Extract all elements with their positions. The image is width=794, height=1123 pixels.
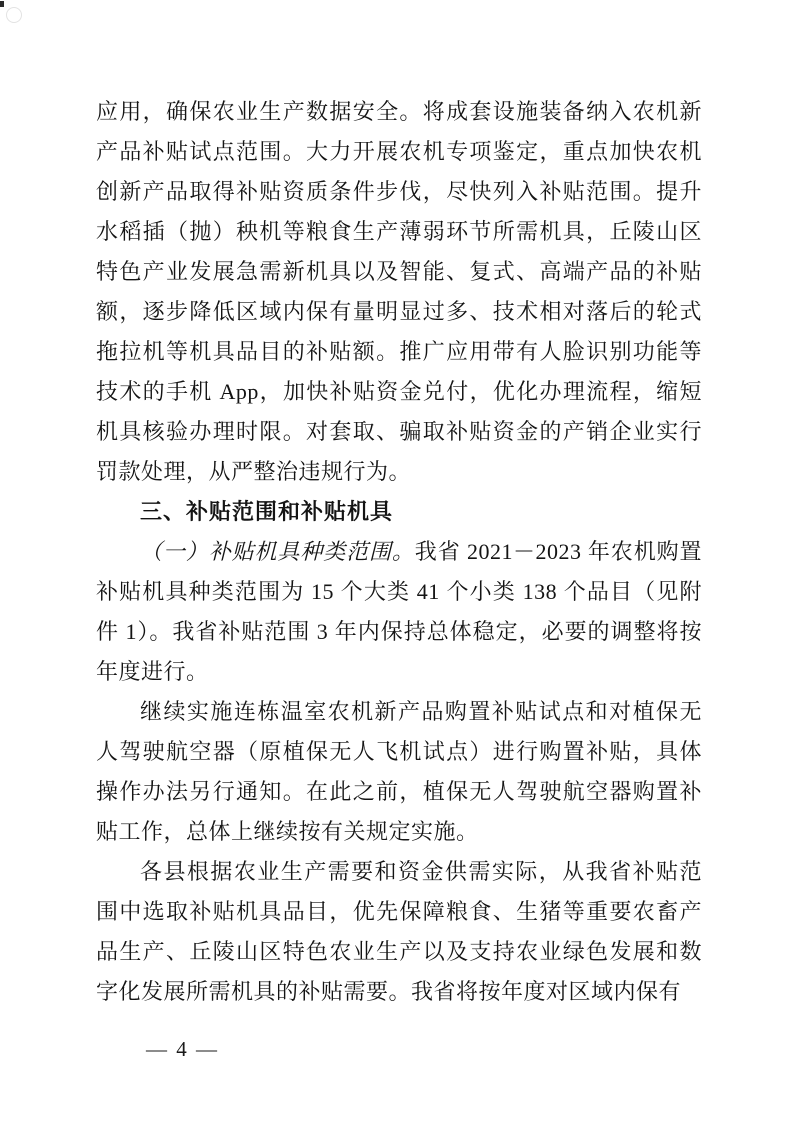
paragraph: 继续实施连栋温室农机新产品购置补贴试点和对植保无人驾驶航空器（原植保无人飞机试点）进行购置补贴，具体操作办法另行通知。在此之前，植保无人驾驶航空器购置补贴工作，总体上继续按有关规定实施。 xyxy=(96,699,702,844)
section-heading: 三、补贴范围和补贴机具 xyxy=(140,499,394,524)
scan-artifact-ring xyxy=(6,7,22,23)
paragraph: 各县根据农业生产需要和资金供需实际，从我省补贴范围中选取补贴机具品目，优先保障粮食、生猪等重要农畜产品生产、丘陵山区特色农业生产以及支持农业绿色发展和数字化发展所需机具的补贴需要。我省将按年度对区域内保有 xyxy=(96,859,702,1004)
scan-artifact-square xyxy=(0,1,4,7)
paragraph-lead: （一）补贴机具种类范围。 xyxy=(140,539,415,564)
document-body xyxy=(96,92,702,1012)
paragraph-text: 我省 2021－2023 年农机购置补贴机具种类范围为 15 个大类 41 个小类 138 个品目（见附件 1）。我省补贴范围 3 年内保持总体稳定，必要的调整将按年度进行。 xyxy=(96,539,702,684)
page-number: — 4 — xyxy=(146,1037,219,1061)
paragraph xyxy=(96,532,702,692)
paragraph: 应用，确保农业生产数据安全。将成套设施装备纳入农机新产品补贴试点范围。大力开展农机专项鉴定，重点加快农机创新产品取得补贴资质条件步伐，尽快列入补贴范围。提升水稻插（抛）秧机等粮食生产薄弱环节所需机具，丘陵山区特色产业发展急需新机具以及智能、复式、高端产品的补贴额，逐步降低区域内保有量明显过多、技术相对落后的轮式拖拉机等机具品目的补贴额。推广应用带有人脸识别功能等技术的手机 App，加快补贴资金兑付，优化办理流程，缩短机具核验办理时限。对套取、骗取补贴资金的产销企业实行罚款处理，从严整治违规行为。 xyxy=(96,99,702,484)
